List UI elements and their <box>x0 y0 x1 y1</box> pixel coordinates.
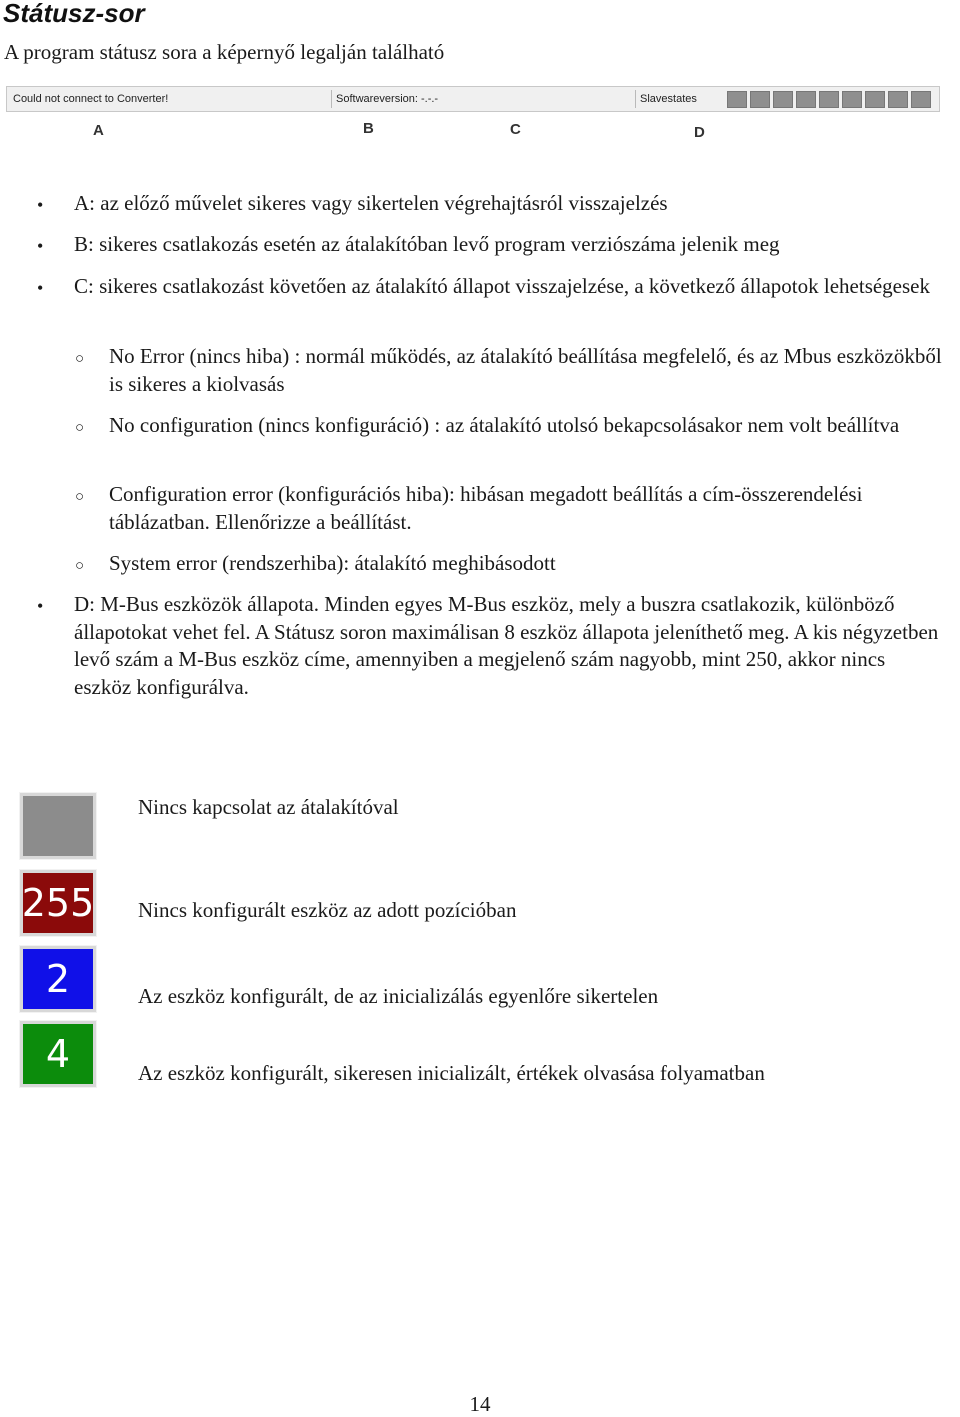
sub-bullet-icon: ○ <box>75 489 85 505</box>
sub-item-configuration-error: Configuration error (konfigurációs hiba): hibásan megadott beállítás a cím-összerendelési táblázatban. Ellenőrizze a beállítást. <box>109 482 863 534</box>
slave-state-box <box>819 91 839 108</box>
status-message-segment: Could not connect to Converter! <box>13 93 169 105</box>
swatch-number: 4 <box>45 1032 71 1076</box>
label-a: A <box>93 122 104 139</box>
slave-state-boxes <box>727 91 931 108</box>
slave-state-box <box>773 91 793 108</box>
sub-item-no-error: No Error (nincs hiba) : normál működés, az átalakító beállítása megfelelő, és az Mbus eszközökből is sikeres a kiolvasás <box>109 344 942 396</box>
slave-state-box <box>842 91 862 108</box>
legend-text: Nincs kapcsolat az átalakítóval <box>138 795 399 819</box>
legend-text: Az eszköz konfigurált, sikeresen inicializált, értékek olvasása folyamatban <box>138 1061 765 1085</box>
sub-item-system-error: System error (rendszerhiba): átalakító meghibásodott <box>109 551 556 575</box>
label-c: C <box>510 121 521 138</box>
list-item-c: C: sikeres csatlakozást követően az átalakító állapot visszajelzése, a következő állapotok lehetségesek <box>74 274 930 298</box>
slave-state-box <box>796 91 816 108</box>
list-item-a: A: az előző művelet sikeres vagy sikertelen végrehajtásról visszajelzés <box>74 191 668 215</box>
label-b: B <box>363 120 374 137</box>
gray-state-swatch <box>20 793 96 859</box>
list-item-d: D: M-Bus eszközök állapota. Minden egyes M-Bus eszköz, mely a buszra csatlakozik, különböző állapotokat vehet fel. A Státusz soron maximálisan 8 eszköz állapota jeleníthető meg. A kis négyzetben levő szám a M-Bus eszköz címe, amennyiben a megjelenő szám nagyobb, mint 250, akkor nincs eszköz konfigurálva. <box>74 592 939 699</box>
label-d: D <box>694 124 705 141</box>
swatch-number: 255 <box>21 881 95 925</box>
legend-text: Az eszköz konfigurált, de az inicializálás egyenlőre sikertelen <box>138 984 659 1008</box>
legend-text: Nincs konfigurált eszköz az adott pozícióban <box>138 898 517 922</box>
intro-text: A program státusz sora a képernyő legalján található <box>4 40 445 64</box>
slave-state-box <box>750 91 770 108</box>
bullet-icon: • <box>37 236 44 256</box>
blue-state-swatch <box>20 946 96 1012</box>
slavestates-segment: Slavestates <box>635 90 725 108</box>
sub-bullet-icon: ○ <box>75 420 85 436</box>
swatch-number: 2 <box>45 957 71 1001</box>
bullet-icon: • <box>37 278 44 298</box>
green-state-swatch <box>20 1021 96 1087</box>
slave-state-box <box>888 91 908 108</box>
bullet-icon: • <box>37 195 44 215</box>
slave-state-box <box>727 91 747 108</box>
list-item-b: B: sikeres csatlakozás esetén az átalakítóban levő program verziószáma jelenik meg <box>74 232 780 256</box>
section-heading: Státusz-sor <box>3 0 145 28</box>
page-number: 14 <box>469 1392 491 1416</box>
sub-item-no-configuration: No configuration (nincs konfiguráció) : az átalakító utolsó bekapcsolásakor nem volt beállítva <box>109 413 900 437</box>
software-version-segment: Softwareversion: -.-.- <box>331 90 631 108</box>
slave-state-box <box>865 91 885 108</box>
sub-bullet-icon: ○ <box>75 558 85 574</box>
status-bar-screenshot <box>6 86 940 112</box>
red-state-swatch <box>20 870 96 936</box>
slave-state-box <box>911 91 931 108</box>
sub-bullet-icon: ○ <box>75 351 85 367</box>
bullet-icon: • <box>37 596 44 616</box>
